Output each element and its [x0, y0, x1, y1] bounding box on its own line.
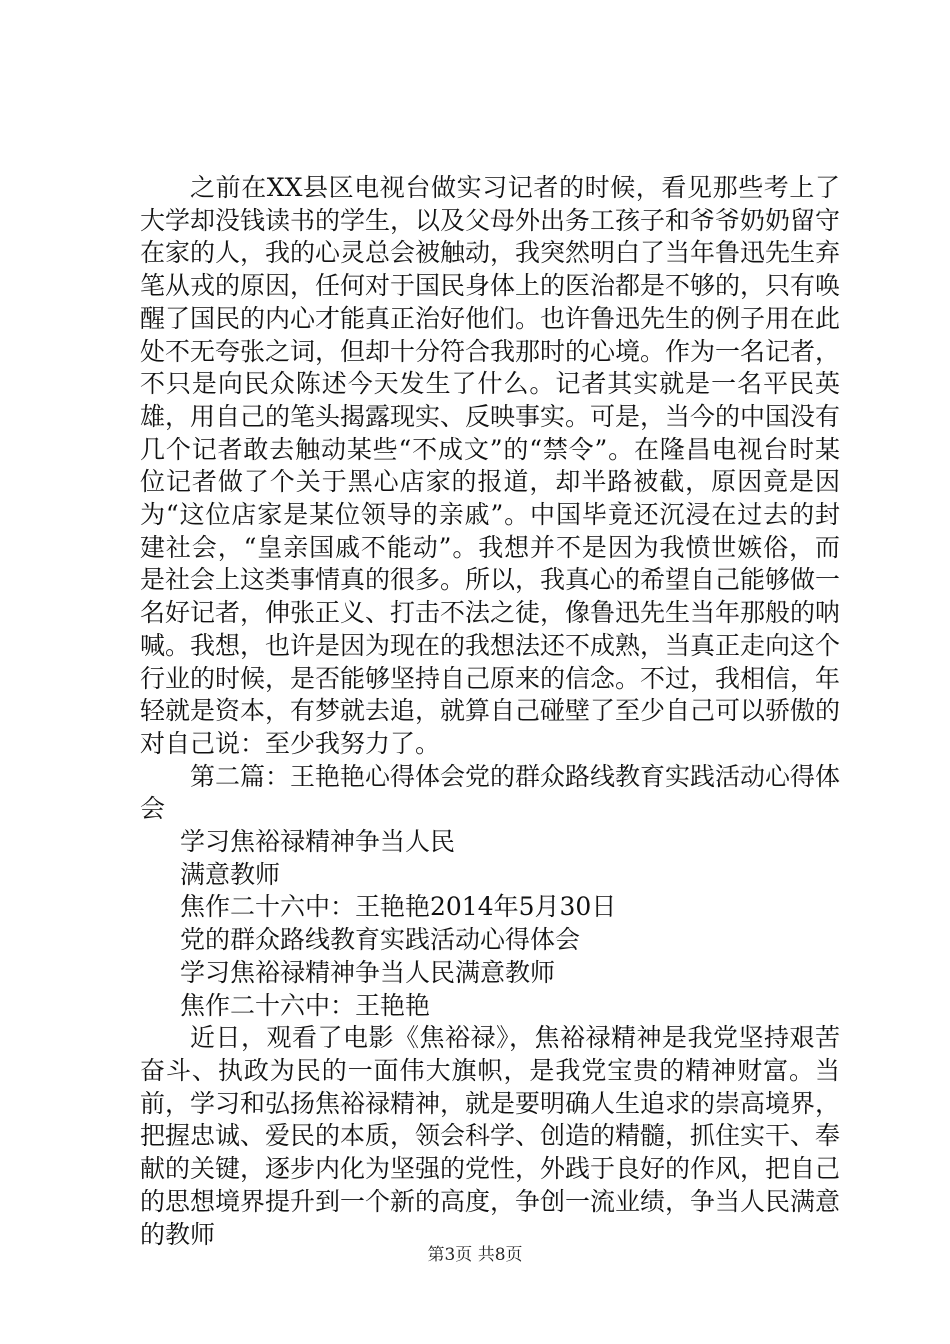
body-paragraph-1: 之前在XX县区电视台做实习记者的时候，看见那些考上了大学却没钱读书的学生，以及父母外出务工孩子和爷爷奶奶留守在家的人，我的心灵总会被触动，我突然明白了当年鲁迅先生弃笔从戎的原因，任何对于国民身体上的医治都是不够的，只有唤醒了国民的内心才能真正治好他们。也许鲁迅先生的例子用在此处不无夸张之词，但却十分符合我那时的心境。作为一名记者，不只是向民众陈述今天发生了什么。记者其实就是一名平民英雄，用自己的笔头揭露现实、反映事实。可是，当今的中国没有几个记者敢去触动某些“不成文”的“禁令”。在隆昌电视台时某位记者做了个关于黑心店家的报道，却半路被截，原因竟是因为“这位店家是某位领导的亲戚”。中国毕竟还沉浸在过去的封建社会，“皇亲国戚不能动”。我想并不是因为我愤世嫉俗，而是社会上这类事情真的很多。所以，我真心的希望自己能够做一名好记者，伸张正义、打击不法之徒，像鲁迅先生当年那般的呐喊。我想，也许是因为现在的我想法还不成熟，当真正走向这个行业的时候，是否能够坚持自己原来的信念。不过，我相信，年轻就是资本，有梦就去追，就算自己碰壁了至少自己可以骄傲的对自己说：至少我努力了。 [140, 173, 841, 758]
subtitle-line-3: 党的群众路线教育实践活动心得体会 [180, 925, 581, 955]
subtitle-line-1: 学习焦裕禄精神争当人民 [180, 827, 456, 857]
body-paragraph-2: 近日，观看了电影《焦裕禄》，焦裕禄精神是我党坚持艰苦奋斗、执政为民的一面伟大旗帜，是我党宝贵的精神财富。当前，学习和弘扬焦裕禄精神，就是要明确人生追求的崇高境界，把握忠诚、爱民的本质，领会科学、创造的精髓，抓住实干、奉献的关键，逐步内化为坚强的党性，外践于良好的作风，把自己的思想境界提升到一个新的高度，争创一流业绩，争当人民满意的教师 [140, 1023, 841, 1249]
page-footer: 第3页 共8页 [427, 1245, 523, 1265]
author-line: 焦作二十六中：王艳艳 [180, 990, 431, 1020]
section-title: 第二篇：王艳艳心得体会党的群众路线教育实践活动心得体会 [140, 761, 841, 824]
document-body [140, 172, 840, 1251]
subtitle-line-2: 满意教师 [180, 859, 281, 889]
author-date-line: 焦作二十六中：王艳艳2014年5月30日 [180, 892, 617, 922]
subtitle-line-4: 学习焦裕禄精神争当人民满意教师 [180, 957, 556, 987]
